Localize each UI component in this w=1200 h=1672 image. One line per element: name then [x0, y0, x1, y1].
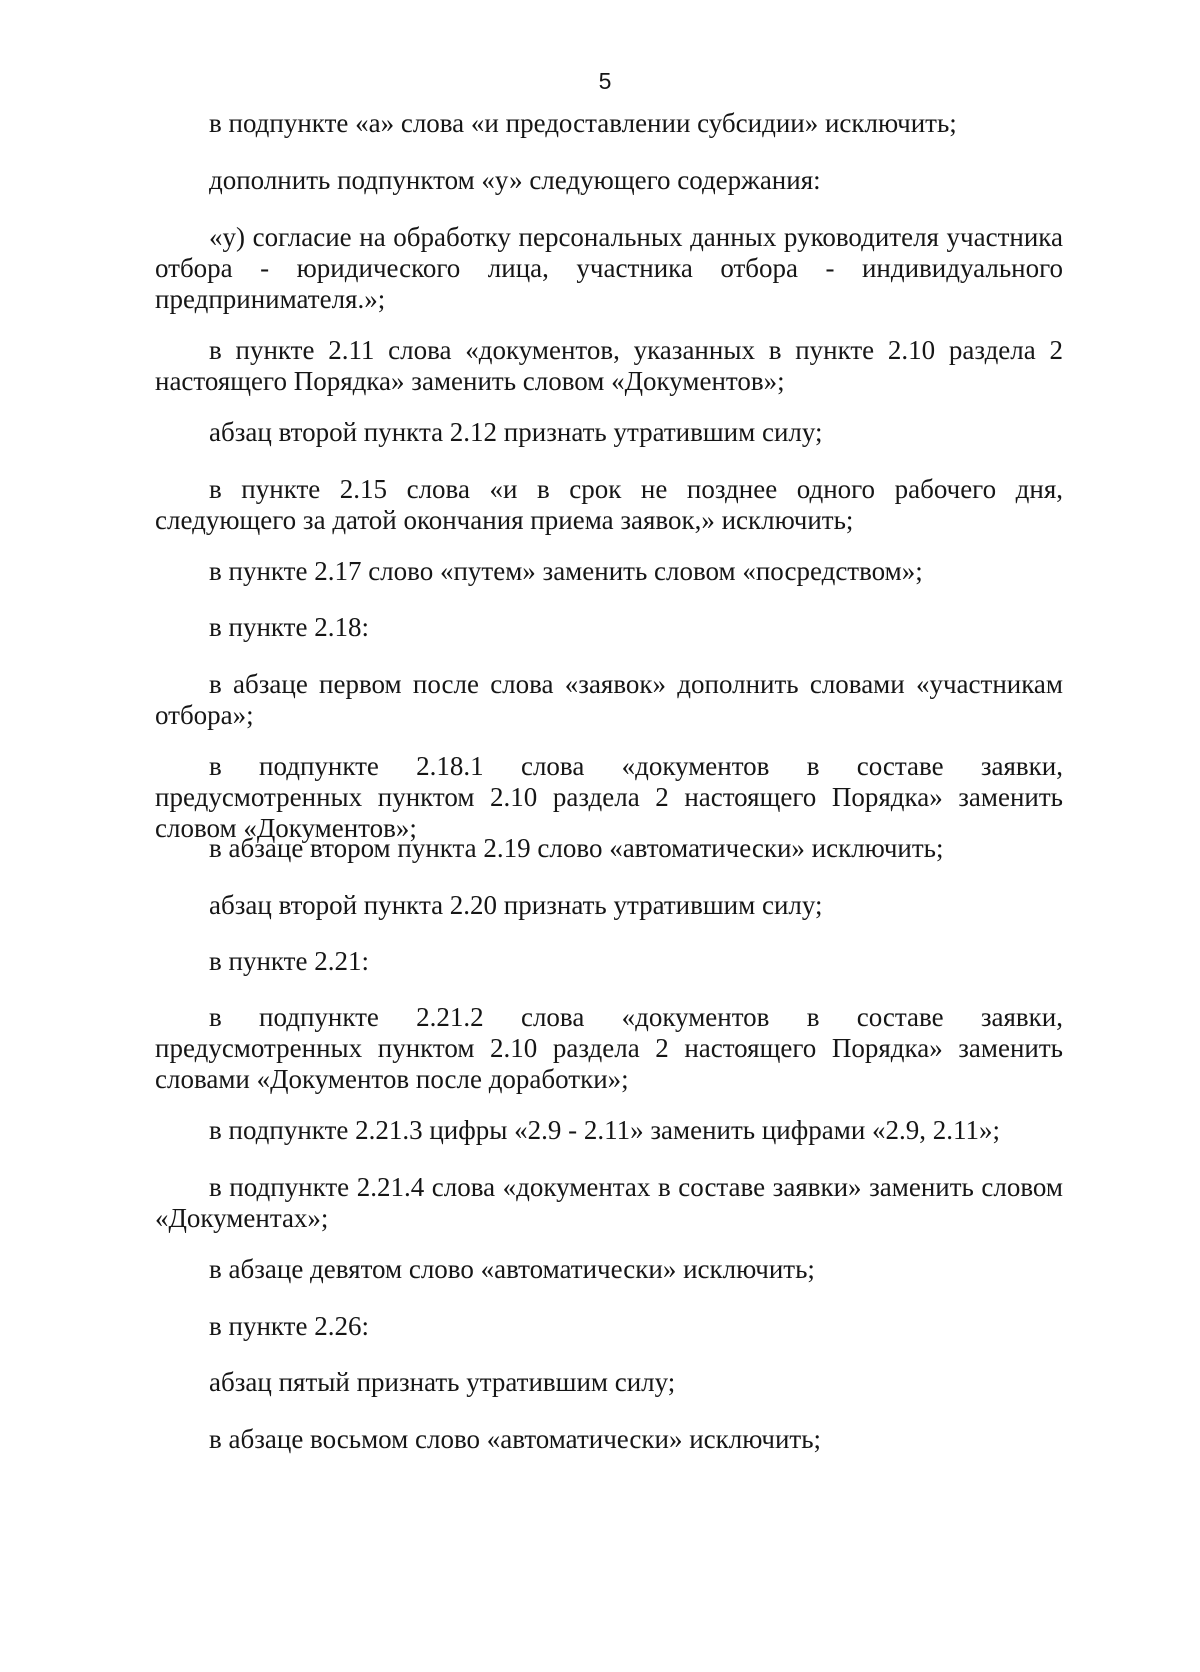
- page-number: 5: [598, 68, 612, 94]
- paragraph: абзац второй пункта 2.20 признать утратившим силу;: [209, 890, 823, 920]
- paragraph: дополнить подпунктом «у» следующего содержания:: [209, 165, 821, 195]
- paragraph: в подпункте 2.21.4 слова «документах в составе заявки» заменить словом «Документах»;: [155, 1172, 1063, 1233]
- paragraph: в подпункте 2.21.3 цифры «2.9 - 2.11» заменить цифрами «2.9, 2.11»;: [209, 1115, 1001, 1145]
- paragraph: в пункте 2.21:: [209, 946, 369, 976]
- paragraph: в подпункте 2.18.1 слова «документов в составе заявки, предусмотренных пунктом 2.10 раздела 2 настоящего Порядка» заменить словом «Документов»;: [155, 751, 1063, 843]
- paragraph: в подпункте 2.21.2 слова «документов в составе заявки, предусмотренных пунктом 2.10 раздела 2 настоящего Порядка» заменить словами «Документов после доработки»;: [155, 1002, 1063, 1094]
- paragraph: в абзаце втором пункта 2.19 слово «автоматически» исключить;: [209, 833, 944, 863]
- paragraph: в пункте 2.26:: [209, 1311, 369, 1341]
- paragraph: в абзаце восьмом слово «автоматически» исключить;: [209, 1424, 822, 1454]
- paragraph: в подпункте «а» слова «и предоставлении субсидии» исключить;: [209, 108, 957, 138]
- paragraph: абзац пятый признать утратившим силу;: [209, 1367, 676, 1397]
- paragraph: в абзаце первом после слова «заявок» дополнить словами «участникам отбора»;: [155, 669, 1063, 730]
- paragraph: в пункте 2.11 слова «документов, указанных в пункте 2.10 раздела 2 настоящего Порядка» заменить словом «Документов»;: [155, 335, 1063, 396]
- paragraph: в пункте 2.15 слова «и в срок не позднее одного рабочего дня, следующего за датой окончания приема заявок,» исключить;: [155, 474, 1063, 535]
- paragraph: в пункте 2.17 слово «путем» заменить словом «посредством»;: [209, 556, 923, 586]
- paragraph: в пункте 2.18:: [209, 612, 369, 642]
- paragraph: «у) согласие на обработку персональных данных руководителя участника отбора - юридического лица, участника отбора - индивидуального предпринимателя.»;: [155, 222, 1063, 314]
- paragraph: абзац второй пункта 2.12 признать утратившим силу;: [209, 417, 823, 447]
- paragraph: в абзаце девятом слово «автоматически» исключить;: [209, 1254, 815, 1284]
